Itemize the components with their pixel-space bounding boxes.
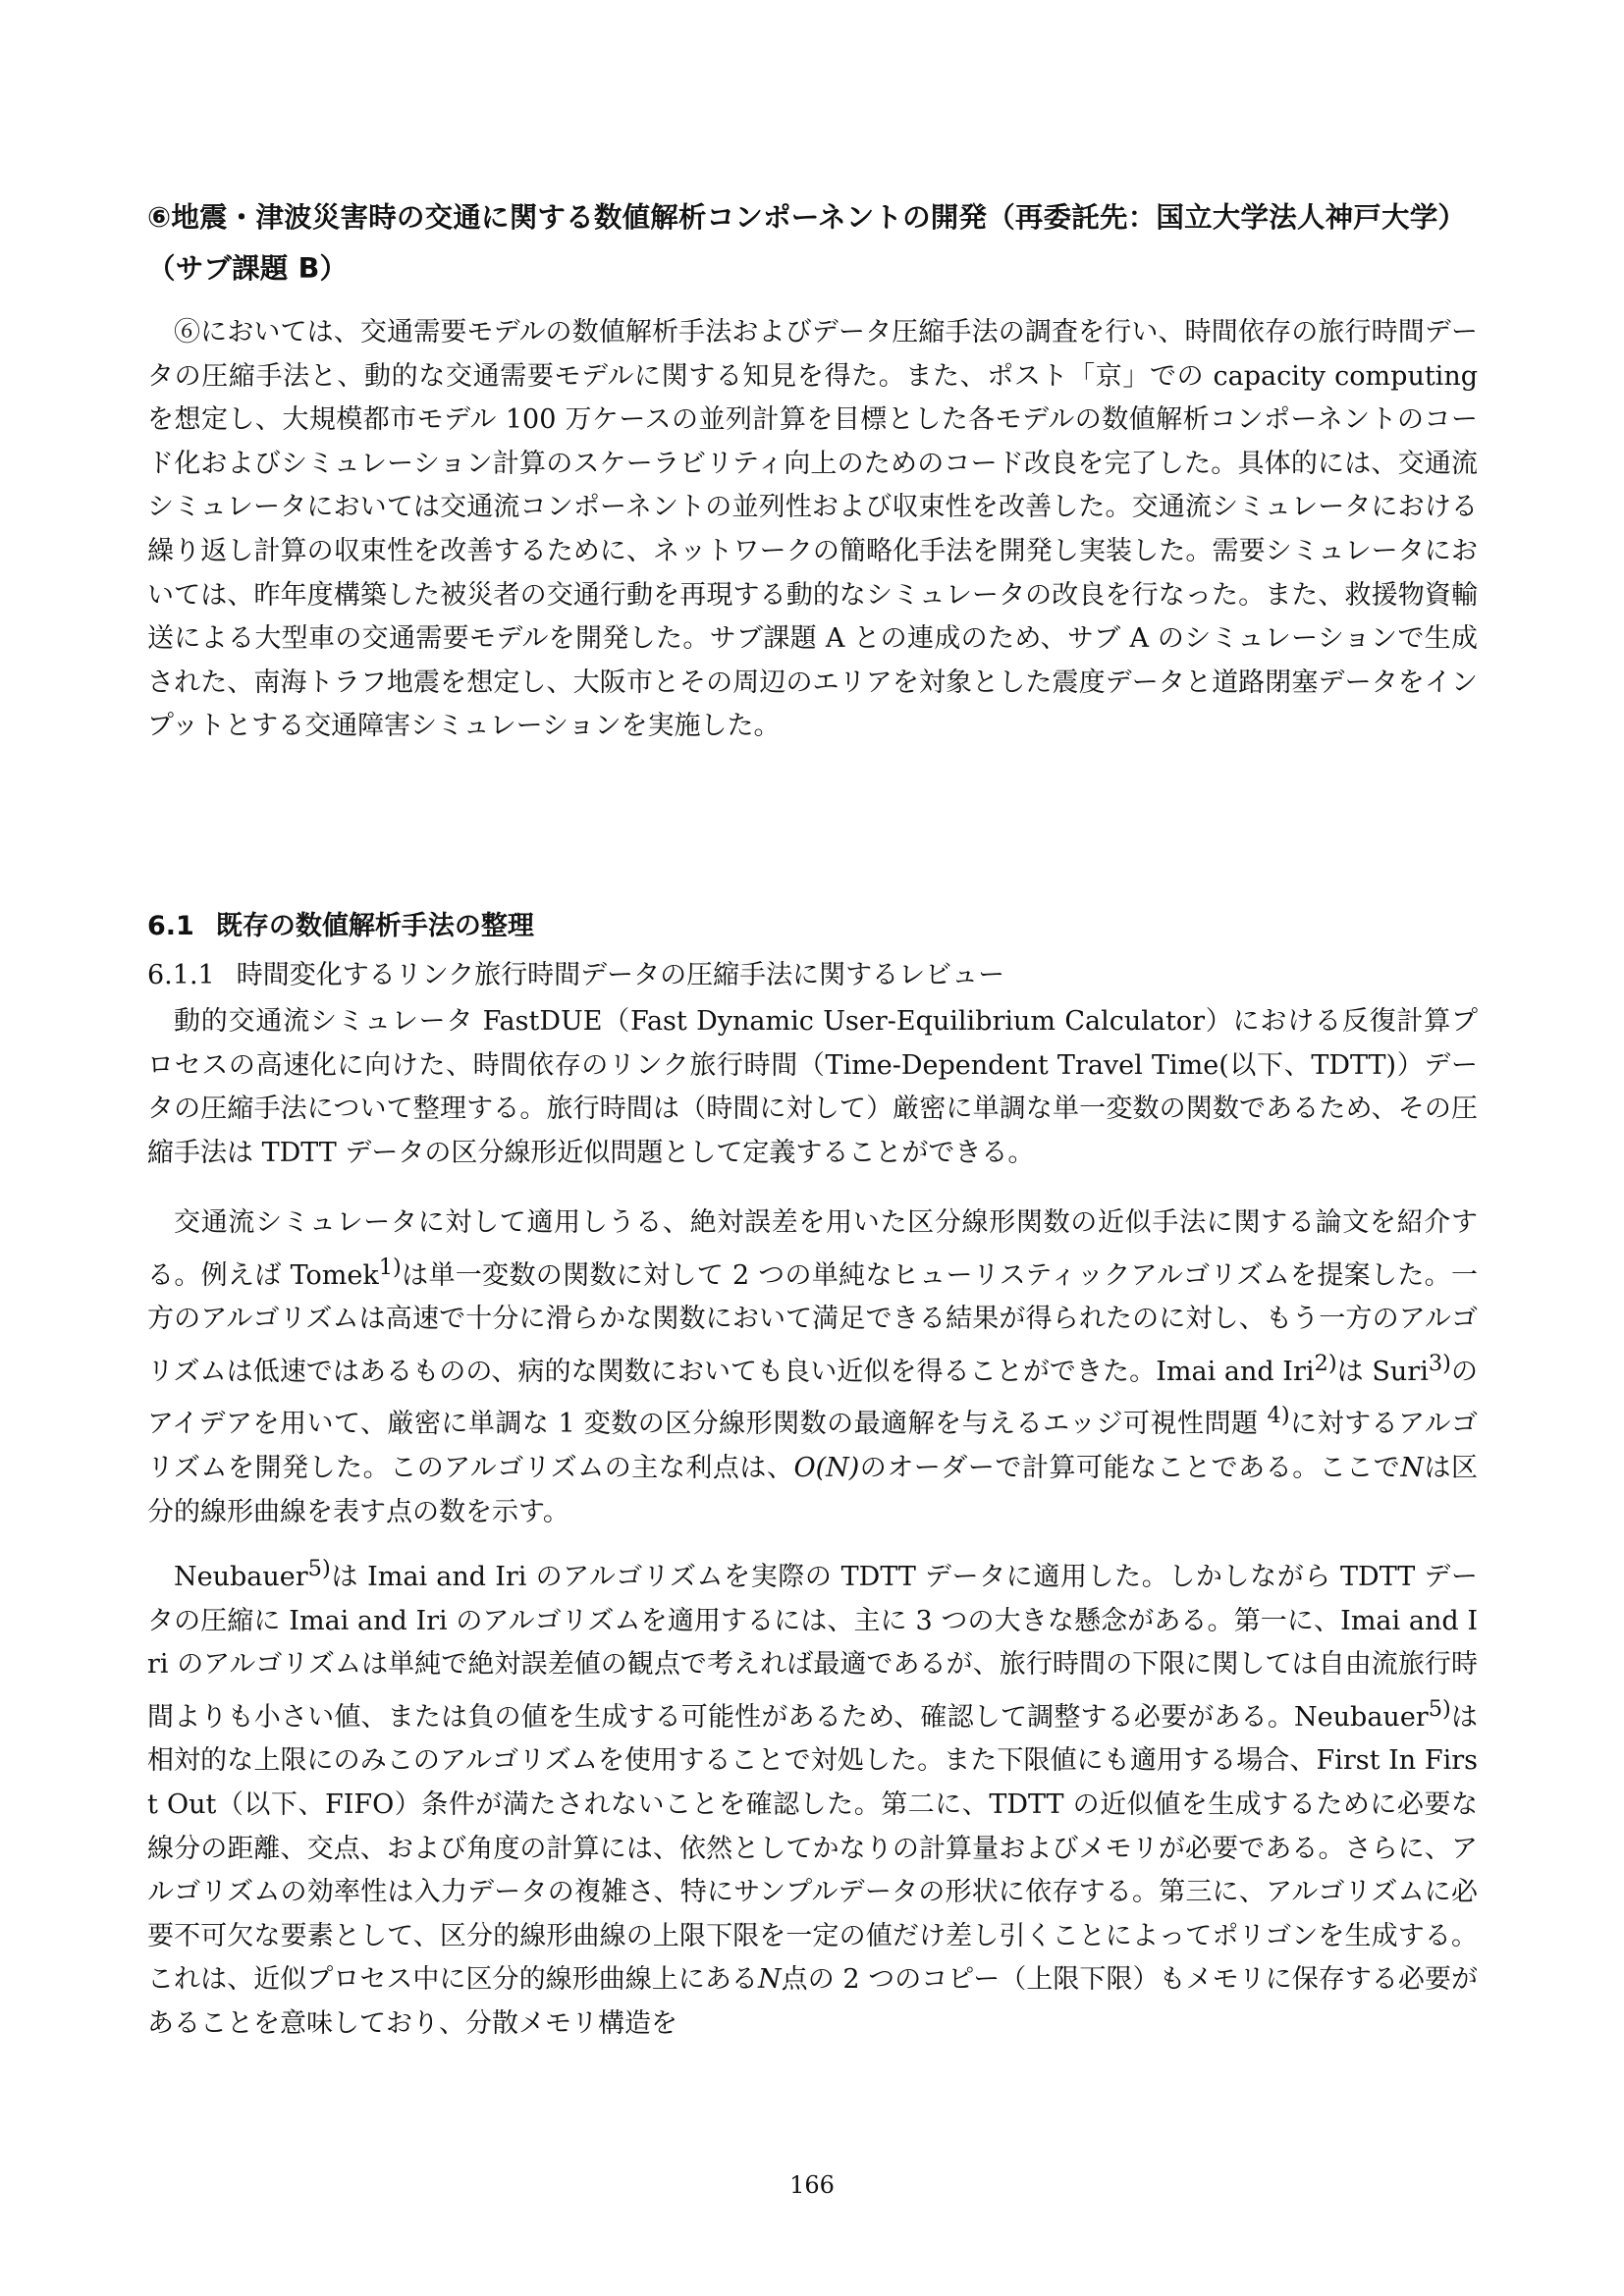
paragraph-text: は Imai and Iri のアルゴリズムを実際の TDTT データに適用した。しかしながら TDTT データの圧縮に Imai and Iri のアルゴリズムを適用するには、主に 3 つの大きな懸念がある。第一に、Imai and Iri のアルゴリズムは単純で絶対誤差値の観点で考えれば最適であるが、旅行時間の下限に関しては自由流旅行時間よりも小さい値、または負の値を生成する可能性があるため、確認して調整する必要がある。Neubauer [147, 1562, 1478, 1733]
page-number: 166 [789, 2171, 835, 2199]
math-variable: N [1400, 1452, 1424, 1483]
paragraph-text: Neubauer [174, 1562, 308, 1592]
math-expression: O(N) [793, 1452, 860, 1483]
paragraph-text: のオーダーで計算可能なことである。ここで [859, 1452, 1401, 1483]
paragraph-text: は単一変数の関数に対して 2 つの単純なヒューリスティックアルゴリズムを提案した。一方のアルゴリズムは高速で十分に滑らかな関数において満足できる結果が得られたのに対し、もう一方のアルゴリズムは低速ではあるものの、病的な関数においても良い近似を得ることができた。Imai and Iri [147, 1259, 1478, 1387]
paragraph-text: は区分的線形曲線を表す点の数を示す。 [147, 1452, 1479, 1527]
paragraph-neubauer [147, 1547, 1478, 2047]
reference-marker: 3) [1428, 1350, 1451, 1376]
paragraph-text: は相対的な上限にのみこのアルゴリズムを使用することで対処した。また下限値にも適用する場合、First In First Out（以下、FIFO）条件が満たされないことを確認した。第二に、TDTT の近似値を生成するために必要な線分の距離、交点、および角度の計算には、依然としてかなりの計算量およびメモリが必要である。さらに、アルゴリズムの効率性は入力データの複雑さ、特にサンプルデータの形状に依存する。第三に、アルゴリズムに必要不可欠な要素として、区分的線形曲線の上限下限を一定の値だけ差し引くことによってポリゴンを生成する。これは、近似プロセス中に区分的線形曲線上にある [147, 1701, 1479, 1996]
section-6-1-1-heading [147, 954, 1478, 997]
intro-paragraph: ⑥においては、交通需要モデルの数値解析手法およびデータ圧縮手法の調査を行い、時間依存の旅行時間データの圧縮手法と、動的な交通需要モデルに関する知見を得た。また、ポスト「京」での capacity computing を想定し、大規模都市モデル 100 万ケースの並列計算を目標とした各モデルの数値解析コンポーネントのコード化およびシミュレーション計算のスケーラビリティ向上のためのコード改良を完了した。具体的には、交通流シミュレータにおいては交通流コンポーネントの並列性および収束性を改善した。交通流シミュレータにおける繰り返し計算の収束性を改善するために、ネットワークの簡略化手法を開発し実装した。需要シミュレータにおいては、昨年度構築した被災者の交通行動を再現する動的なシミュレータの改良を行なった。また、救援物資輸送による大型車の交通需要モデルを開発した。サブ課題 A との連成のため、サブ A のシミュレーションで生成された、南海トラフ地震を想定し、大阪市とその周辺のエリアを対象とした震度データと道路閉塞データをインプットとする交通障害シミュレーションを実施した。 [147, 317, 1478, 742]
paragraph-fastdue: 動的交通流シミュレータ FastDUE（Fast Dynamic User-Equilibrium Calculator）における反復計算プロセスの高速化に向けた、時間依存のリンク旅行時間（Time-Dependent Travel Time(以下、TDTT)）データの圧縮手法について整理する。旅行時間は（時間に対して）厳密に単調な単一変数の関数であるため、その圧縮手法は TDTT データの区分線形近似問題として定義することができる。 [147, 1006, 1478, 1168]
section-6-1-1-title: 時間変化するリンク旅行時間データの圧縮手法に関するレビュー [236, 960, 1005, 990]
section-6-1-heading [147, 905, 1478, 948]
math-variable: N [757, 1964, 782, 1996]
reference-marker: 2) [1314, 1350, 1337, 1376]
paragraph-text: のアイデアを用いて、厳密に単調な 1 変数の区分線形関数の最適解を与えるエッジ可視性問題 [147, 1356, 1478, 1440]
paragraph-text: 点の 2 つのコピー（上限下限）もメモリに保存する必要があることを意味しており、分散メモリ構造を [147, 1964, 1479, 2039]
reference-marker: 5) [1428, 1695, 1451, 1722]
section-6-1-1-number: 6.1.1 [147, 960, 215, 990]
section-6-1-number: 6.1 [147, 911, 194, 941]
reference-marker: 5) [307, 1556, 331, 1581]
paragraph-text: 交通流シミュレータに対して適用しうる、絶対誤差を用いた区分線形関数の近似手法に関する論文を紹介する。例えば Tomek [147, 1207, 1478, 1291]
reference-marker: 4) [1267, 1403, 1290, 1429]
paragraph-approximation-methods [147, 1201, 1478, 1534]
section-6-1-title: 既存の数値解析手法の整理 [215, 911, 534, 941]
reference-marker: 1) [378, 1254, 402, 1280]
section-heading: ⑥地震・津波災害時の交通に関する数値解析コンポーネントの開発（再委託先：国立大学法人神戸大学）（サブ課題 B） [147, 201, 1467, 285]
paragraph-text: は Suri [1336, 1356, 1429, 1387]
paragraph-text: に対するアルゴリズムを開発した。このアルゴリズムの主な利点は、 [147, 1409, 1478, 1483]
